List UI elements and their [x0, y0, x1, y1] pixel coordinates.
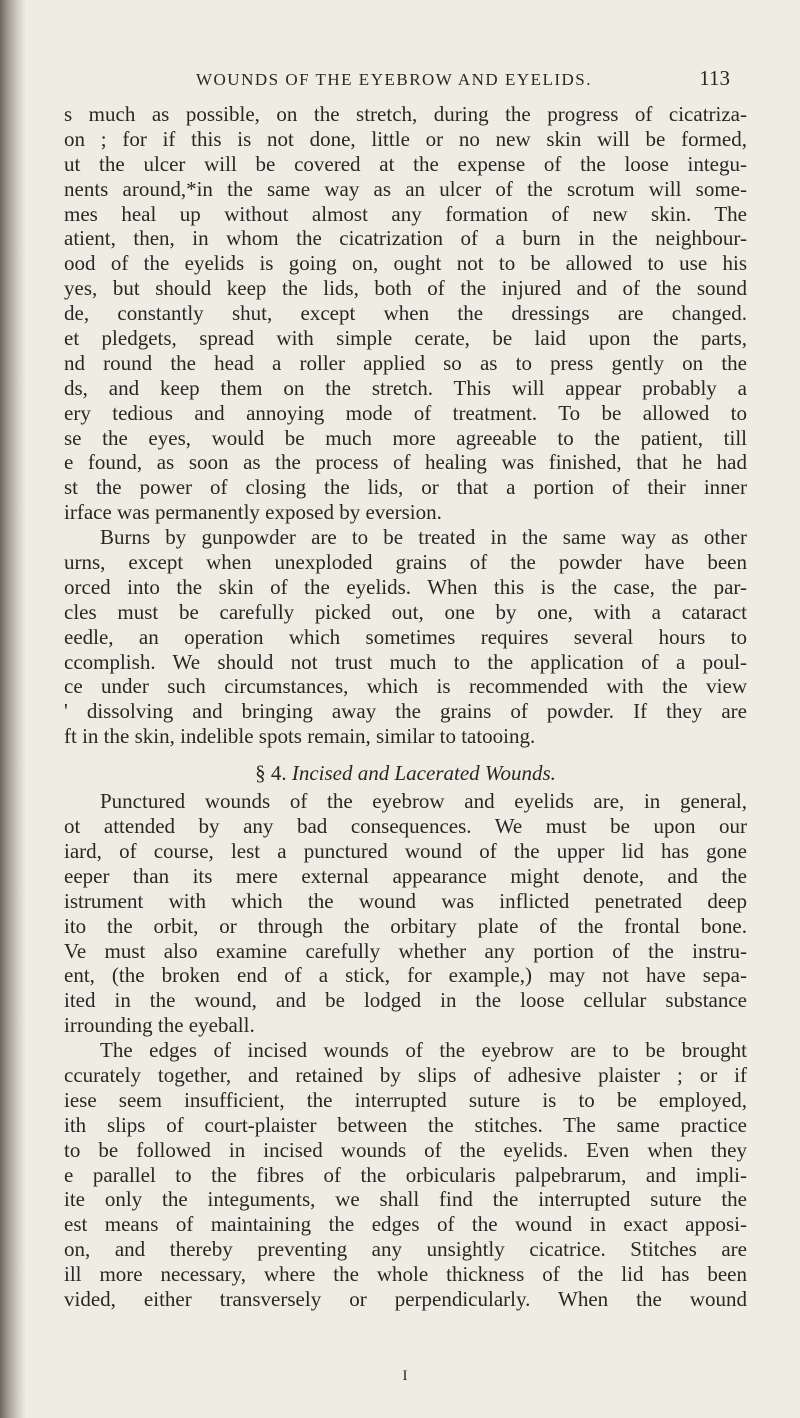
text-line: vided, either transversely or perpendicularly. When the wound [64, 1286, 747, 1311]
text-line: Ve must also examine carefully whether any portion of the instru- [64, 938, 747, 963]
text-line: e parallel to the fibres of the orbicularis palpebrarum, and impli- [64, 1162, 747, 1187]
text-line: ' dissolving and bringing away the grains of powder. If they are [64, 699, 747, 724]
text-line: est means of maintaining the edges of the wound in exact apposi- [64, 1212, 747, 1237]
text-line: ce under such circumstances, which is recommended with the view [64, 674, 747, 699]
text-line: eedle, an operation which sometimes requires several hours to [64, 624, 747, 649]
section-number: § 4. [255, 761, 287, 786]
text-line: ft in the skin, indelible spots remain, similar to tatooing. [64, 724, 536, 749]
section-title: Incised and Lacerated Wounds. [291, 761, 556, 786]
text-line: mes heal up without almost any formation of new skin. The [64, 201, 747, 226]
text-line: ited in the wound, and be lodged in the loose cellular substance [64, 988, 747, 1013]
text-line: e found, as soon as the process of healing was finished, that he had [64, 450, 747, 475]
text-line: on ; for if this is not done, little or no new skin will be formed, [64, 126, 747, 151]
text-line: cles must be carefully picked out, one by one, with a cataract [64, 599, 747, 624]
text-line: irrounding the eyeball. [64, 1013, 255, 1038]
text-line: to be followed in incised wounds of the eyelids. Even when they [64, 1137, 747, 1162]
text-line: yes, but should keep the lids, both of the injured and of the sound [64, 276, 747, 301]
text-line: ut the ulcer will be covered at the expense of the loose integu- [64, 151, 747, 176]
page-header [118, 66, 730, 96]
text-line: iard, of course, lest a punctured wound of the upper lid has gone [64, 838, 747, 863]
text-line: et pledgets, spread with simple cerate, be laid upon the parts, [64, 326, 747, 351]
text-line: ood of the eyelids is going on, ought not to be allowed to use his [64, 251, 747, 276]
text-line: ds, and keep them on the stretch. This will appear probably a [64, 375, 747, 400]
text-line: ent, (the broken end of a stick, for example,) may not have sepa- [64, 963, 747, 988]
paragraph [64, 789, 747, 1038]
text-line: ite only the integuments, we shall find the interrupted suture the [64, 1187, 747, 1212]
text-line: ccurately together, and retained by slips of adhesive plaister ; or if [64, 1062, 747, 1087]
text-line: atient, then, in whom the cicatrization of a burn in the neighbour- [64, 226, 747, 251]
text-line: ito the orbit, or through the orbitary plate of the frontal bone. [64, 913, 747, 938]
paragraph [64, 102, 747, 525]
text-line: Punctured wounds of the eyebrow and eyelids are, in general, [100, 789, 747, 814]
text-line: irface was permanently exposed by eversion. [64, 500, 442, 525]
text-line: urns, except when unexploded grains of the powder have been [64, 550, 747, 575]
text-line: ot attended by any bad consequences. We must be upon our [64, 814, 747, 839]
text-line: st the power of closing the lids, or that a portion of their inner [64, 475, 747, 500]
signature-mark: I [402, 1368, 408, 1384]
text-line: ill more necessary, where the whole thickness of the lid has been [64, 1262, 747, 1287]
text-line: istrument with which the wound was inflicted penetrated deep [64, 888, 747, 913]
text-line: nd round the head a roller applied so as to press gently on the [64, 350, 747, 375]
text-line: s much as possible, on the stretch, during the progress of cicatriza- [64, 102, 747, 126]
section-heading [64, 749, 747, 789]
text-line: Burns by gunpowder are to be treated in the same way as other [100, 525, 747, 550]
text-line: ccomplish. We should not trust much to the application of a poul- [64, 649, 747, 674]
paragraph [64, 525, 747, 749]
text-line: The edges of incised wounds of the eyebrow are to be brought [100, 1038, 747, 1063]
text-line: ery tedious and annoying mode of treatment. To be allowed to [64, 400, 747, 425]
text-line: on, and thereby preventing any unsightly cicatrice. Stitches are [64, 1237, 747, 1262]
body-text [64, 102, 747, 1312]
text-line: ith slips of court-plaister between the stitches. The same practice [64, 1112, 747, 1137]
paragraph [64, 1038, 747, 1312]
text-line: eeper than its mere external appearance might denote, and the [64, 863, 747, 888]
running-head: WOUNDS OF THE EYEBROW AND EYELIDS. [195, 70, 593, 89]
text-line: iese seem insufficient, the interrupted suture is to be employed, [64, 1087, 747, 1112]
text-line: nents around,*in the same way as an ulcer of the scrotum will some- [64, 176, 747, 201]
text-line: de, constantly shut, except when the dressings are changed. [64, 301, 747, 326]
page-number: 113 [699, 66, 730, 90]
text-line: orced into the skin of the eyelids. When this is the case, the par- [64, 574, 747, 599]
text-line: se the eyes, would be much more agreeable to the patient, till [64, 425, 747, 450]
